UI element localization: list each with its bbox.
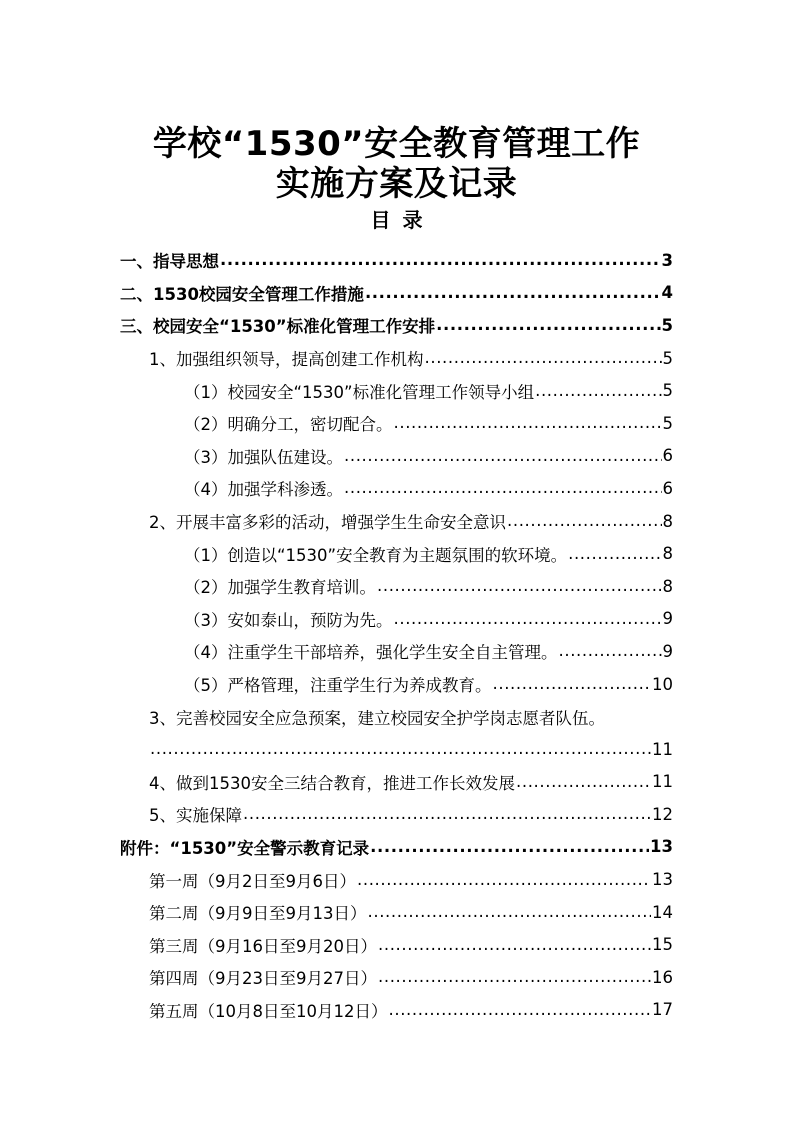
toc-entry-label: （1）校园安全“1530”标准化管理工作领导小组 [184, 382, 535, 402]
toc-entry-page: 16 [652, 967, 673, 987]
toc-leader-dots [243, 804, 651, 824]
toc-entry-label: 第一周（9月2日至9月6日） [149, 871, 356, 891]
toc-entry[interactable] [120, 831, 673, 864]
toc-leader-dots [568, 544, 661, 564]
toc-entry-label: （5）严格管理，注重学生行为养成教育。 [184, 676, 492, 696]
toc-entry-page: 13 [652, 870, 673, 890]
toc-leader-dots [344, 478, 662, 498]
document-title-line1: 学校“1530”安全教育管理工作 [152, 124, 641, 164]
toc-entry-page: 5 [661, 315, 673, 335]
toc-entry[interactable] [120, 798, 673, 831]
toc-entry[interactable] [120, 570, 673, 603]
toc-entry-label: 1、加强组织领导，提高创建工作机构 [149, 350, 424, 370]
toc-entry[interactable] [120, 863, 673, 896]
toc-entry[interactable] [120, 505, 673, 538]
toc-entry[interactable] [120, 309, 673, 342]
toc-entry-label: 一、指导思想 [120, 252, 219, 272]
toc-leader-dots [425, 348, 662, 368]
toc-entry[interactable] [120, 700, 673, 733]
toc-entry-label: 第三周（9月16日至9月20日） [149, 936, 377, 956]
document-title-line2: 实施方案及记录 [275, 164, 518, 204]
toc-entry-label: （2）明确分工，密切配合。 [184, 415, 393, 435]
toc-entry-page: 15 [652, 935, 673, 955]
toc-heading: 目录 [370, 208, 435, 232]
toc-leader-dots [559, 641, 662, 661]
toc-entry-page: 5 [662, 381, 673, 401]
toc-entry-label: 附件：“1530”安全警示教育记录 [120, 838, 370, 858]
toc-entry-label: 3、完善校园安全应急预案，建立校园安全护学岗志愿者队伍。 [149, 708, 605, 728]
toc-entry-page: 10 [652, 674, 673, 694]
toc-entry-page: 17 [652, 1000, 673, 1020]
toc-leader-dots [436, 315, 660, 335]
toc-entry-page: 6 [662, 446, 673, 466]
toc-leader-dots [370, 837, 649, 857]
toc-entry[interactable] [120, 342, 673, 375]
toc-entry[interactable] [120, 277, 673, 310]
toc-entry[interactable] [120, 603, 673, 636]
toc-entry[interactable] [120, 472, 673, 505]
toc-entry[interactable] [120, 961, 673, 994]
toc-entry-label: 三、校园安全“1530”标准化管理工作安排 [120, 317, 436, 337]
toc-entry-page: 11 [652, 772, 673, 792]
toc-entry-label: （2）加强学生教育培训。 [184, 578, 376, 598]
toc-leader-dots [507, 511, 662, 531]
toc-entry[interactable] [120, 766, 673, 799]
toc-entry-label: （4）加强学科渗透。 [184, 480, 343, 500]
toc-entry-label: （1）创造以“1530”安全教育为主题氛围的软环境。 [184, 545, 568, 565]
toc-leader-dots [394, 609, 662, 629]
toc-entry-label: （3）安如泰山，预防为先。 [184, 610, 393, 630]
toc-leader-dots [150, 739, 651, 759]
toc-leader-dots [516, 772, 651, 792]
toc-leader-dots [493, 674, 652, 694]
toc-entry-page: 13 [650, 837, 673, 857]
toc-entry-label: 第五周（10月8日至10月12日） [149, 1001, 388, 1021]
toc-entry-label: 二、1530校园安全管理工作措施 [120, 284, 364, 304]
toc-entry-label: （3）加强队伍建设。 [184, 447, 343, 467]
toc-entry-page: 14 [652, 902, 673, 922]
toc-entry-label: 4、做到1530安全三结合教育，推进工作长效发展 [149, 773, 515, 793]
toc-entry-continuation[interactable] [120, 733, 673, 766]
toc-entry-label: （4）注重学生干部培养，强化学生安全自主管理。 [184, 643, 558, 663]
toc-entry-page: 8 [662, 544, 673, 564]
toc-entry[interactable] [120, 928, 673, 961]
toc-entry[interactable] [120, 994, 673, 1027]
toc-entry-page: 5 [662, 413, 673, 433]
toc-entry[interactable] [120, 668, 673, 701]
toc-entry-page: 5 [662, 348, 673, 368]
toc-entry-page: 4 [661, 283, 673, 303]
table-of-contents [120, 244, 673, 1026]
toc-leader-dots [377, 576, 662, 596]
toc-entry-page: 9 [662, 609, 673, 629]
toc-entry-page: 11 [652, 739, 673, 759]
toc-entry-page: 3 [661, 250, 673, 270]
toc-entry[interactable] [120, 896, 673, 929]
toc-leader-dots [344, 446, 662, 466]
toc-leader-dots [378, 967, 651, 987]
toc-leader-dots [368, 902, 652, 922]
toc-entry-label: 第二周（9月9日至9月13日） [149, 904, 367, 924]
toc-leader-dots [378, 935, 651, 955]
toc-leader-dots [220, 250, 661, 270]
toc-entry-page: 9 [662, 641, 673, 661]
toc-leader-dots [389, 1000, 652, 1020]
toc-entry-page: 12 [652, 804, 673, 824]
toc-entry[interactable] [120, 537, 673, 570]
toc-leader-dots [535, 381, 661, 401]
toc-entry-page: 8 [662, 511, 673, 531]
toc-entry-label: 第四周（9月23日至9月27日） [149, 969, 377, 989]
toc-entry[interactable] [120, 374, 673, 407]
toc-entry[interactable] [120, 440, 673, 473]
toc-leader-dots [394, 413, 662, 433]
toc-entry[interactable] [120, 244, 673, 277]
toc-entry[interactable] [120, 407, 673, 440]
toc-leader-dots [357, 870, 651, 890]
toc-entry[interactable] [120, 635, 673, 668]
toc-entry-label: 2、开展丰富多彩的活动，增强学生生命安全意识 [149, 513, 506, 533]
toc-entry-label: 5、实施保障 [149, 806, 242, 826]
toc-leader-dots [365, 283, 661, 303]
toc-entry-page: 6 [662, 478, 673, 498]
toc-entry-page: 8 [662, 576, 673, 596]
